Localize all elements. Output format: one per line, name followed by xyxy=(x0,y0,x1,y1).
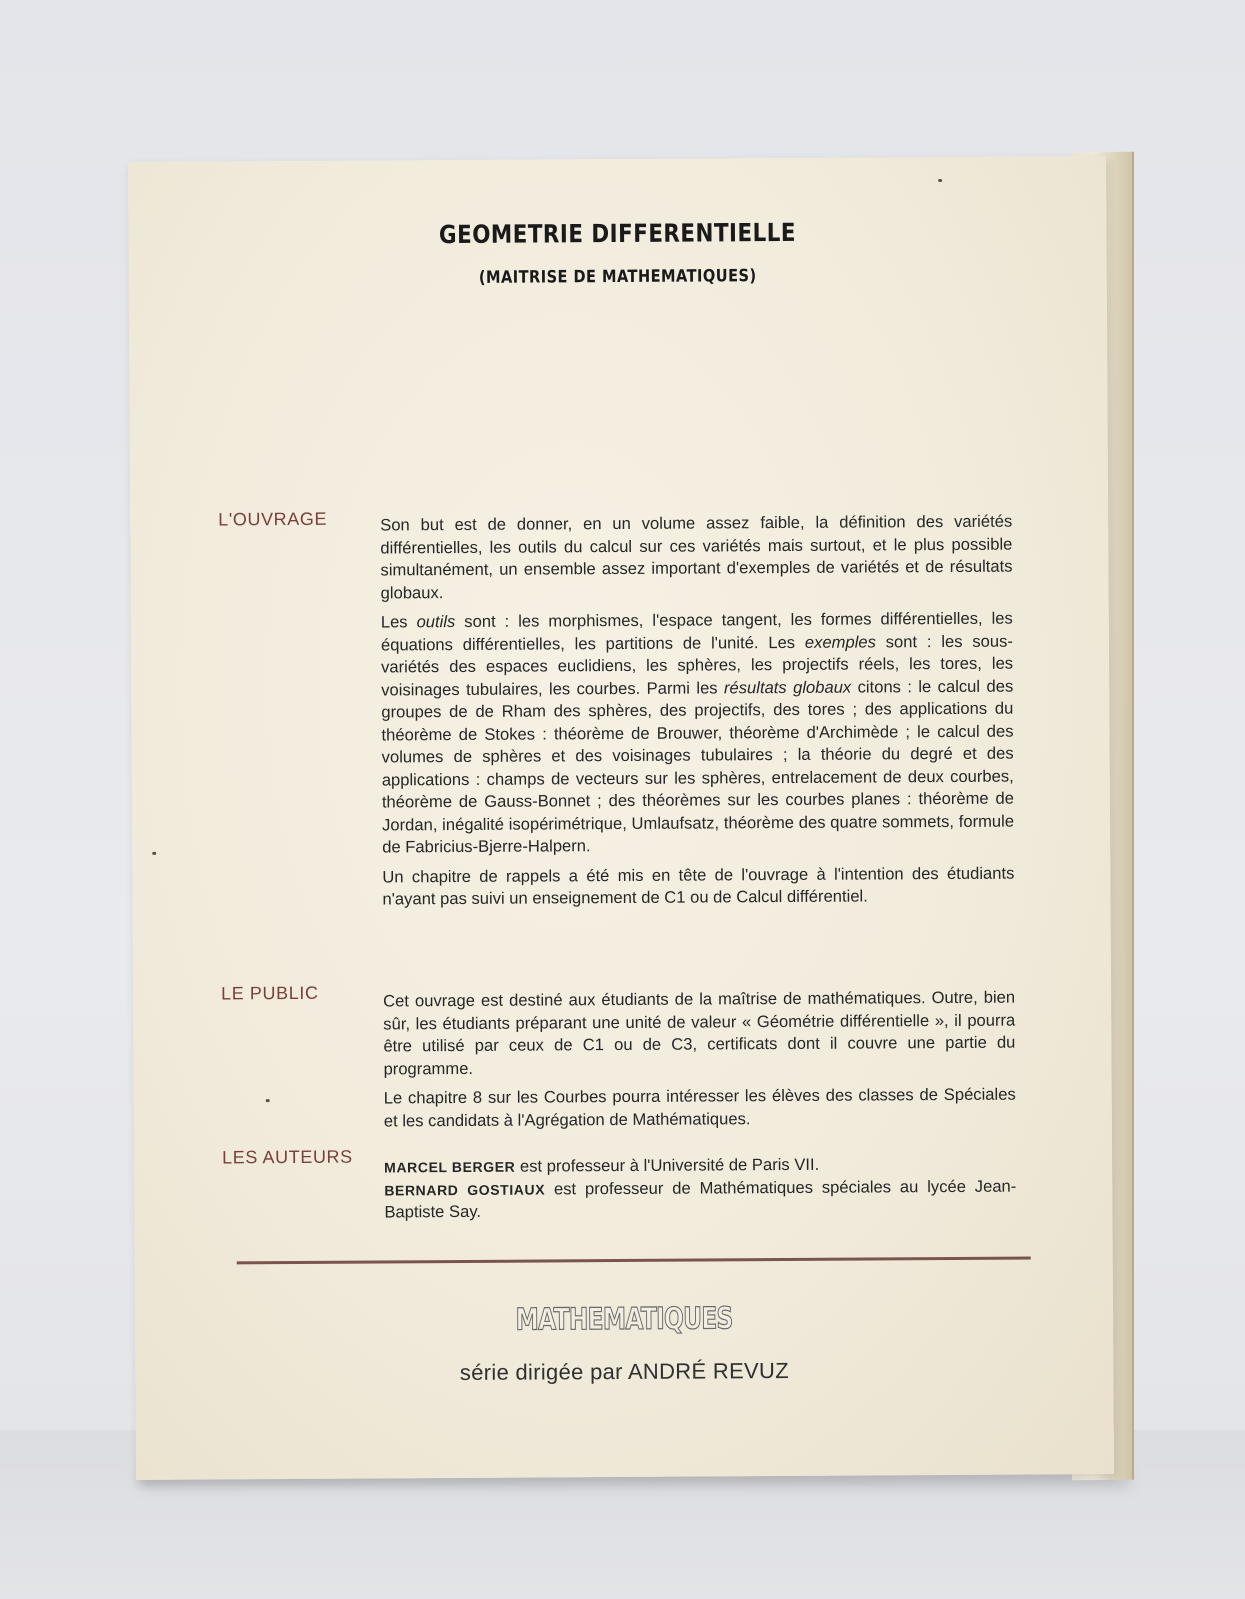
series-logo: MATHEMATIQUES xyxy=(515,1301,733,1338)
section-label-ouvrage: L'OUVRAGE xyxy=(218,508,328,530)
author-berger: MARCEL BERGER est professeur à l'Université de Paris VII. xyxy=(384,1154,820,1176)
cover-title: GEOMETRIE DIFFERENTIELLE xyxy=(438,217,797,250)
section-body-auteurs xyxy=(384,1153,1016,1231)
public-paragraph-1: Cet ouvrage est destiné aux étudiants de la maîtrise de mathématiques. Outre, bien sûr, les étudiants préparant une unité de valeur « Géométrie différentielle », il pourra être utilisé par ceux de C1 ou de C3, certificats dont il couvre une partie du programme. xyxy=(383,987,1016,1078)
series-director: série dirigée par ANDRÉ REVUZ xyxy=(459,1357,789,1385)
cover-subtitle: (MAITRISE DE MATHEMATIQUES) xyxy=(478,266,757,288)
section-body-public xyxy=(383,987,1016,1140)
ouvrage-paragraph-2: Les outils sont : les morphismes, l'espace tangent, les formes différentielles, les équations différentielles, les partitions de l'unité. Les exemples sont : les sous-variétés des espaces euclidiens, les sphères, les projectifs réels, les tores, les voisinages tubulaires, les courbes. Parmi les résultats globaux citons : le calcul des groupes de de Rham des sphères, des projectifs, des tores ; des applications du théorème de Stokes : théorème de Brouwer, théorème d'Archimède ; le calcul des volumes de sphères et des voisinages tubulaires ; la théorie du degré et des applications : champs de vecteurs sur les sphères, entrelacement de deux courbes, théorème de Gauss-Bonnet ; des théorèmes sur les courbes planes : théorème de Jordan, inégalité isopérimétrique, Umlaufsatz, théorème des quatre sommets, formule de Fabricius-Bjerre-Halpern. xyxy=(380,608,1015,857)
ouvrage-paragraph-3: Un chapitre de rappels a été mis en tête de l'ouvrage à l'intention des étudiants n'ayant pas suivi un enseignement de C1 ou de Calcul différentiel. xyxy=(382,863,1015,909)
divider-rule xyxy=(237,1257,1031,1265)
paper-speck xyxy=(938,179,942,182)
public-paragraph-2: Le chapitre 8 sur les Courbes pourra intéresser les élèves des classes de Spéciales et les candidats à l'Agrégation de Mathématiques. xyxy=(383,1084,1016,1130)
section-body-ouvrage xyxy=(380,511,1014,918)
paper-speck xyxy=(266,1099,270,1102)
ouvrage-paragraph-1: Son but est de donner, en un volume assez faible, la définition des variétés différentielles, les outils du calcul sur ces variétés mais surtout, et le plus possible simultanément, un ensemble assez important d'exemples de variétés et de résultats globaux. xyxy=(380,511,1013,602)
book-back-cover xyxy=(128,156,1114,1480)
section-label-public: LE PUBLIC xyxy=(221,982,319,1004)
author-gostiaux: BERNARD GOSTIAUX est professeur de Mathématiques spéciales au lycée Jean-Baptiste Say. xyxy=(384,1176,1017,1222)
paper-speck xyxy=(152,852,156,855)
section-label-auteurs: LES AUTEURS xyxy=(222,1146,353,1168)
